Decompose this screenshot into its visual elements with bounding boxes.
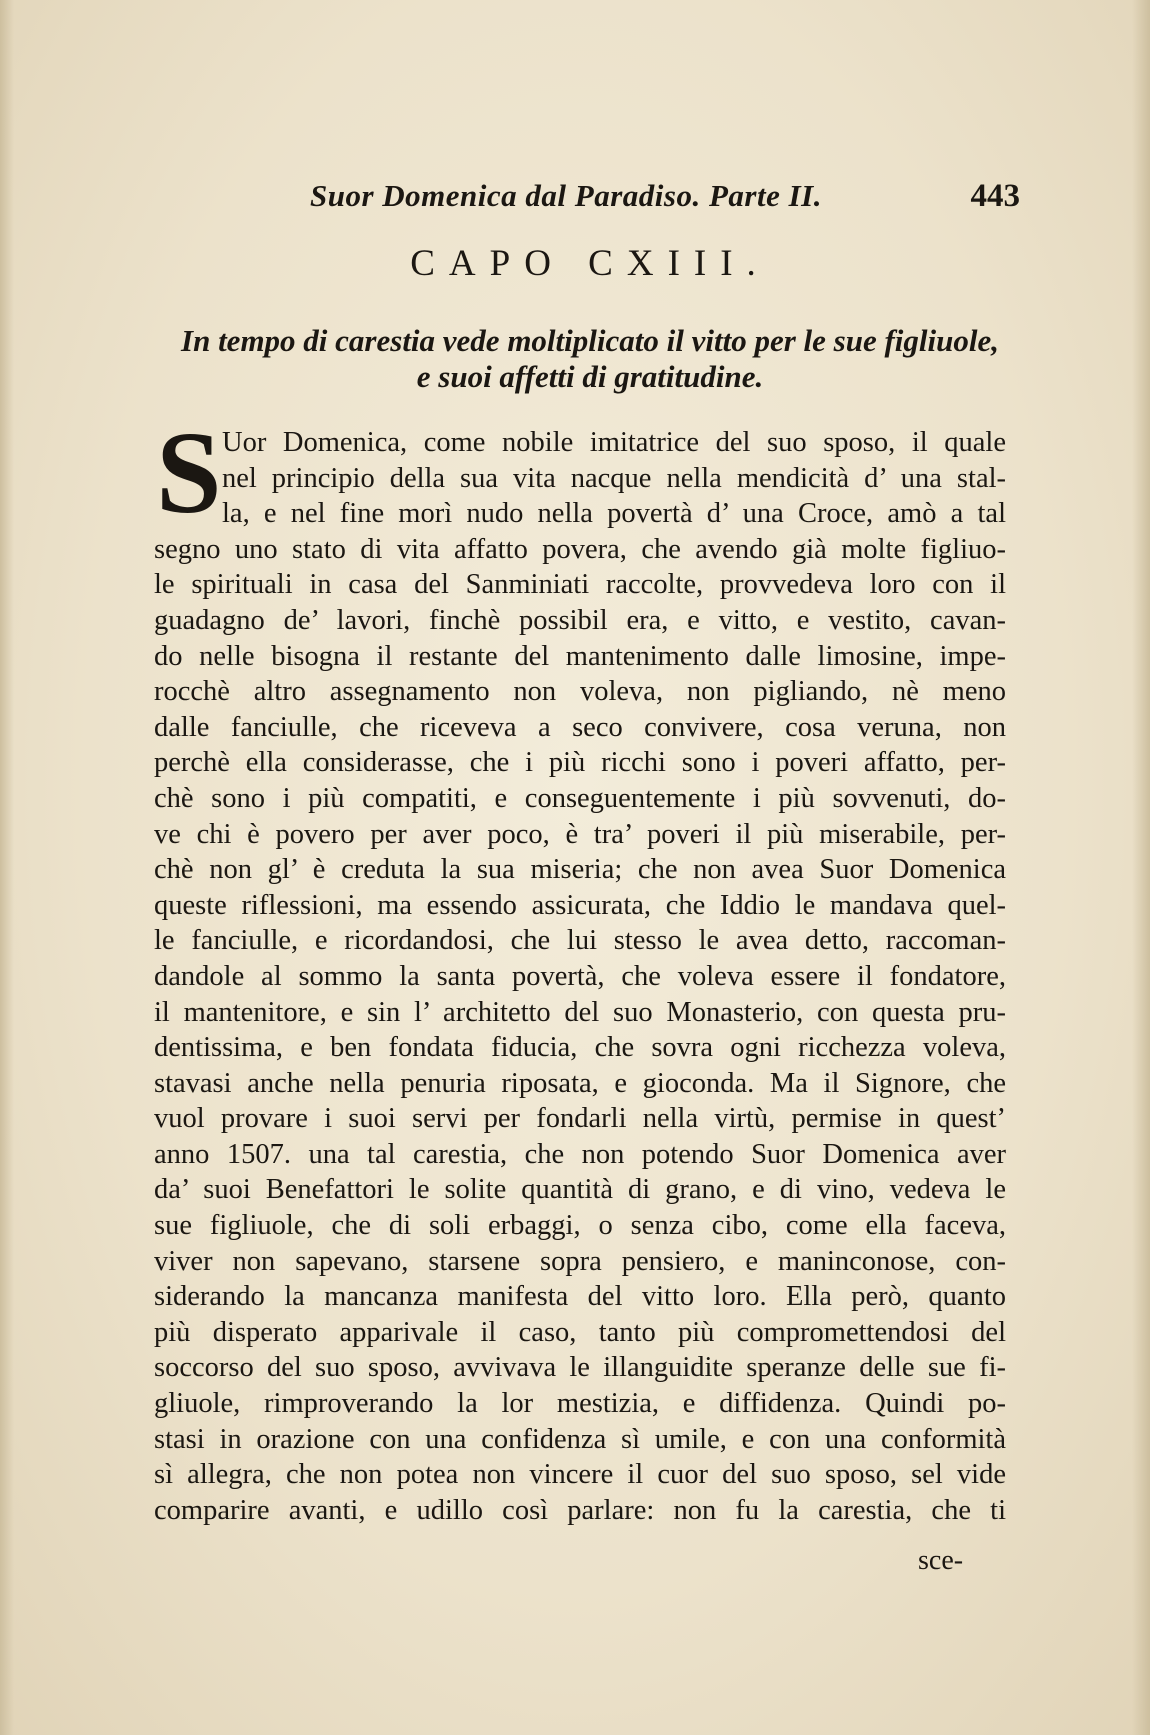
page-edge-right	[1132, 0, 1150, 1735]
text-line: anno 1507. una tal carestia, che non potendo Suor Domenica aver	[154, 1138, 1006, 1170]
text-line: perchè ella considerasse, che i più ricchi sono i poveri affatto, per-	[154, 747, 1006, 779]
text-line: il mantenitore, e sin l’ architetto del suo Monasterio, con questa pru-	[154, 996, 1006, 1028]
chapter-title: CAPO CXIII.	[410, 243, 770, 284]
text-line: stasi in orazione con una confidenza sì umile, e con una conformità	[154, 1423, 1006, 1455]
text-line: le fanciulle, e ricordandosi, che lui stesso le avea detto, raccoman-	[154, 925, 1006, 957]
text-line: queste riflessioni, ma essendo assicurata, che Iddio le mandava quel-	[154, 889, 1006, 921]
body-text	[154, 425, 1006, 1528]
chapter-subtitle	[160, 318, 1020, 394]
text-line: vuol provare i suoi servi per fondarli nella virtù, permise in quest’	[154, 1103, 1006, 1135]
text-line: gliuole, rimproverando la lor mestizia, e diffidenza. Quindi po-	[154, 1388, 1006, 1420]
text-line: nel principio della sua vita nacque nella mendicità d’ una stal-	[222, 462, 1006, 494]
text-line: do nelle bisogna il restante del mantenimento dalle limosine, impe-	[154, 640, 1006, 672]
text-line: dalle fanciulle, che riceveva a seco convivere, cosa veruna, non	[154, 711, 1006, 743]
text-line: la, e nel fine morì nudo nella povertà d’ una Croce, amò a tal	[222, 498, 1006, 530]
subtitle-line: e suoi affetti di gratitudine.	[416, 358, 764, 394]
text-line: chè sono i più compatiti, e conseguentemente i più sovvenuti, do-	[154, 782, 1006, 814]
text-line: sì allegra, che non potea non vincere il cuor del suo sposo, sel vide	[154, 1459, 1006, 1491]
subtitle-line: In tempo di carestia vede moltiplicato il vitto per le sue figliuole,	[181, 323, 999, 358]
text-line: stavasi anche nella penuria riposata, e gioconda. Ma il Signore, che	[154, 1067, 1006, 1099]
drop-cap: S	[156, 407, 222, 538]
running-title: Suor Domenica dal Paradiso. Parte II.	[310, 178, 822, 213]
text-line: siderando la mancanza manifesta del vitto loro. Ella però, quanto	[154, 1281, 1006, 1313]
text-line: rocchè altro assegnamento non voleva, non pigliando, nè meno	[154, 676, 1006, 708]
running-head	[160, 170, 1020, 220]
text-line: segno uno stato di vita affatto povera, che avendo già molte figliuo-	[154, 533, 1006, 565]
text-line: da’ suoi Benefattori le solite quantità di grano, e di vino, vedeva le	[154, 1174, 1006, 1206]
text-line: dentissima, e ben fondata fiducia, che sovra ogni ricchezza voleva,	[154, 1032, 1006, 1064]
text-line: viver non sapevano, starsene sopra pensiero, e maninconose, con-	[154, 1245, 1006, 1277]
catchword: sce-	[918, 1545, 964, 1576]
text-line: sue figliuole, che di soli erbaggi, o senza cibo, come ella faceva,	[154, 1210, 1006, 1242]
text-line: dandole al sommo la santa povertà, che voleva essere il fondatore,	[154, 960, 1006, 992]
page-edge-left	[0, 0, 14, 1735]
page-number: 443	[970, 178, 1020, 214]
text-line: ve chi è povero per aver poco, è tra’ poveri il più miserabile, per-	[154, 818, 1006, 850]
text-line: guadagno de’ lavori, finchè possibil era, e vitto, e vestito, cavan-	[154, 604, 1006, 636]
text-line: comparire avanti, e udillo così parlare: non fu la carestia, che ti	[154, 1494, 1006, 1526]
text-line: le spirituali in casa del Sanminiati raccolte, provvedeva loro con il	[154, 569, 1006, 601]
text-line: più disperato apparivale il caso, tanto più compromettendosi del	[154, 1316, 1006, 1348]
text-line: Uor Domenica, come nobile imitatrice del suo sposo, il quale	[222, 427, 1006, 458]
text-line: soccorso del suo sposo, avvivava le illanguidite speranze delle sue fi-	[154, 1352, 1006, 1384]
text-line: chè non gl’ è creduta la sua miseria; che non avea Suor Domenica	[154, 854, 1006, 886]
